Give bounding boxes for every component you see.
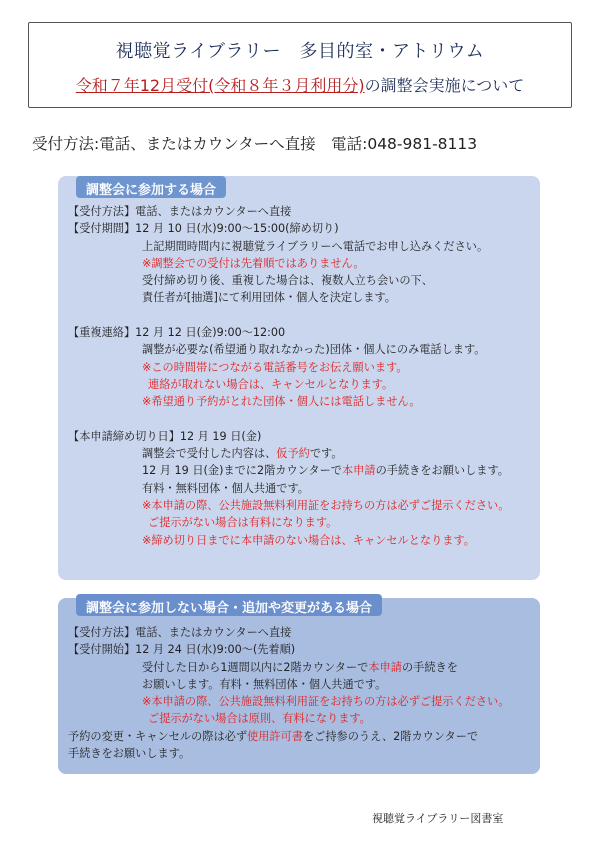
footer-signature: 視聴覚ライブラリー図書室	[372, 812, 504, 825]
start-note-red: ※本申請の際、公共施設無料利用証をお持ちの方は必ずご提示ください。	[142, 695, 510, 709]
deadline-note: 有料・無料団体・個人共通です。	[142, 481, 309, 495]
dup-note-red: ※希望通り予約がとれた団体・個人には電話しません。	[142, 395, 421, 409]
deadline-note-red: ※本申請の際、公共施設無料利用証をお持ちの方は必ずご提示ください。	[142, 499, 510, 513]
text: の手続きを	[401, 660, 458, 674]
period-value: 12 月 10 日(水)9:00～15:00(締め切り)	[135, 222, 339, 236]
start-label: 【受付開始】	[68, 643, 136, 657]
subtitle-rest: の調整会実施について	[364, 76, 525, 95]
dup-note-red: 連絡が取れない場合は、キャンセルとなります。	[148, 377, 394, 391]
method-row	[68, 203, 534, 220]
start-note	[142, 659, 458, 676]
period-note: 受付締め切り後、重複した場合は、複数人立ち会いの下、	[142, 274, 433, 288]
method-value: 電話、またはカウンターへ直接	[135, 205, 292, 218]
text-red: 本申請	[341, 464, 376, 478]
title-box	[28, 22, 572, 108]
dup-row	[68, 324, 534, 341]
dup-value: 12 月 12 日(金)9:00～12:00	[135, 326, 286, 340]
text: 調整会で受付した内容は、	[142, 447, 277, 461]
deadline-note	[142, 462, 509, 479]
text: 予約の変更・キャンセルの際は必ず	[68, 729, 248, 743]
deadline-value: 12 月 19 日(金)	[179, 429, 262, 443]
text: 受付した日から1週間以内に2階カウンターで	[142, 660, 369, 674]
method-label: 【受付方法】	[68, 205, 136, 218]
dup-note: 調整が必要な(希望通り取れなかった)団体・個人にのみ電話します。	[142, 343, 486, 357]
period-note: 上記期間時間内に視聴覚ライブラリーへ電話でお申し込みください。	[142, 239, 489, 253]
section-not-participate-tab: 調整会に参加しない場合・追加や変更がある場合	[76, 594, 382, 616]
deadline-note	[142, 445, 343, 462]
text-red: 本申請	[368, 660, 402, 674]
section-participate	[58, 176, 540, 580]
start-value: 12 月 24 日(水)9:00～(先着順)	[135, 643, 296, 657]
text-red: 仮予約	[276, 447, 310, 461]
start-note-red: ご提示がない場合は原則、有料になります。	[148, 712, 371, 726]
dup-label: 【重複連絡】	[68, 326, 136, 340]
start-note: お願いします。有料・無料団体・個人共通です。	[142, 677, 387, 691]
text: の手続きをお願いします。	[375, 464, 509, 478]
text-red: 使用許可書	[247, 729, 303, 743]
deadline-row	[68, 428, 534, 445]
deadline-note-red: ※締め切り日までに本申請のない場合は、キャンセルとなります。	[142, 533, 475, 547]
change-note: 手続きをお願いします。	[68, 747, 191, 761]
deadline-label: 【本申請締め切り日】	[68, 429, 180, 443]
period-label: 【受付期間】	[68, 222, 136, 236]
page-subtitle	[29, 73, 571, 96]
dup-note-red: ※この時間帯につながる電話番号をお伝え願います。	[142, 360, 408, 374]
period-note-red: ※調整会での受付は先着順ではありません。	[142, 256, 365, 270]
period-note: 責任者が[抽選]にて利用団体・個人を決定します。	[142, 291, 396, 305]
subtitle-underlined: 令和７年12月受付(令和８年３月利用分)	[75, 76, 365, 95]
period-row	[68, 220, 534, 237]
start-row	[68, 641, 534, 658]
change-note	[68, 728, 534, 745]
method-row	[68, 624, 534, 641]
method-label: 【受付方法】	[68, 626, 136, 639]
text: です。	[309, 447, 343, 461]
contact-line: 受付方法:電話、またはカウンターへ直接 電話:048-981-8113	[32, 135, 478, 153]
method-value: 電話、またはカウンターへ直接	[135, 626, 292, 639]
text: 12 月 19 日(金)までに2階カウンターで	[142, 464, 342, 478]
text: をご持参のうえ、2階カウンターで	[302, 729, 479, 743]
deadline-note-red: ご提示がない場合は有料になります。	[148, 516, 338, 530]
page-title: 視聴覚ライブラリー 多目的室・アトリウム	[115, 41, 485, 62]
section-not-participate	[58, 598, 540, 774]
section-participate-tab: 調整会に参加する場合	[76, 176, 226, 198]
